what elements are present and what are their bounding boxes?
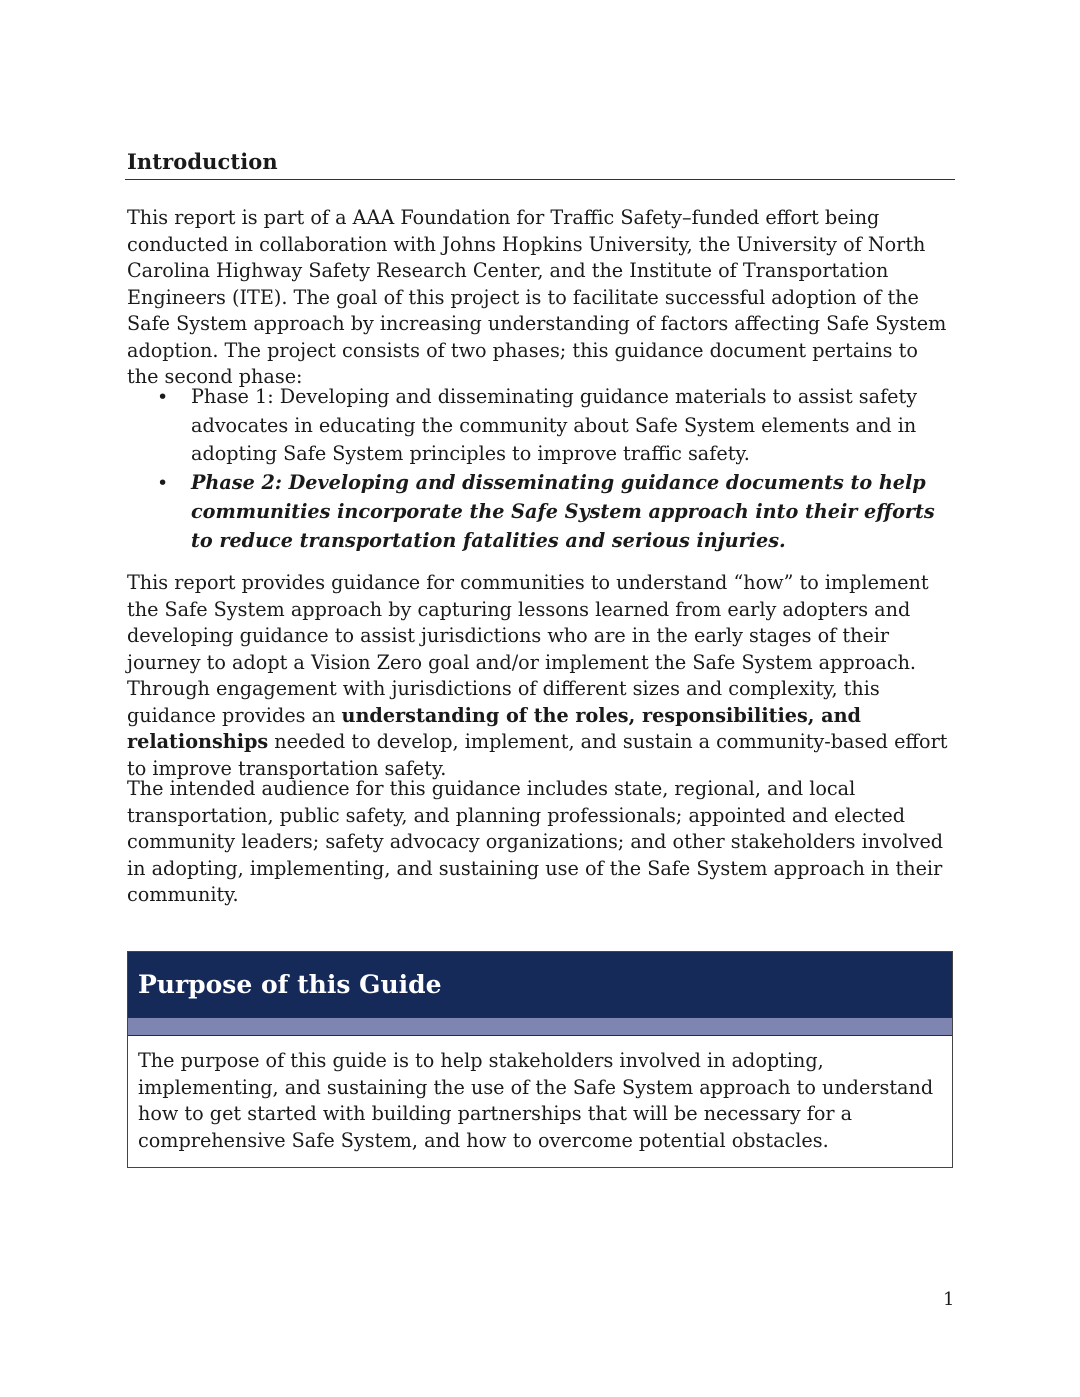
section-heading: Introduction (127, 149, 278, 174)
list-item (127, 469, 953, 555)
p2-end-text: needed to develop, implement, and sustain a community-based effort to improve transportation safety. (127, 730, 948, 780)
bullet-icon: • (157, 386, 169, 408)
page-number: 1 (943, 1289, 955, 1310)
list-item (127, 383, 953, 469)
intro-paragraph-3: The intended audience for this guidance includes state, regional, and local transportation, public safety, and planning professionals; appointed and elected community leaders; safety advocacy organizations; and other stakeholders involved in adopting, implementing, and sustaining use of the Safe System approach in their community. (127, 777, 944, 906)
purpose-box-band (128, 1017, 952, 1036)
intro-paragraph-1: This report is part of a AAA Foundation for Traffic Safety–funded effort being conducted in collaboration with Johns Hopkins University, the University of North Carolina Highway Safety Research Center, and the Institute of Transportation Engineers (ITE). The goal of this project is to facilitate successful adoption of the Safe System approach by increasing understanding of factors affecting Safe System adoption. The project consists of two phases; this guidance document pertains to the second phase: (127, 206, 947, 388)
phase-1-text: Phase 1: Developing and disseminating guidance materials to assist safety advocates in educating the community about Safe System elements and in adopting Safe System principles to improve traffic safety. (191, 385, 918, 466)
phase-list (127, 383, 953, 555)
phase-2-text: Phase 2: Developing and disseminating guidance documents to help communities incorporate the Safe System approach into their efforts to reduce transportation fatalities and serious injuries. (191, 471, 935, 552)
intro-paragraph-2 (127, 570, 953, 782)
purpose-box-title: Purpose of this Guide (128, 952, 952, 1017)
p2-start-text: This report provides guidance for communities to understand “how” to implement the Safe System approach by capturing lessons learned from early adopters and developing guidance to assist jurisdictions who are in the early stages of their journey to adopt a Vision Zero goal and/or implement the Safe System approach. Through engagement with jurisdictions of different sizes and complexity, this guidance provides an (127, 571, 929, 727)
p2-bold-text: understanding of the roles, responsibilities, and relationships (127, 703, 861, 753)
bullet-icon: • (157, 472, 169, 495)
purpose-callout-box (127, 951, 953, 1168)
purpose-box-body: The purpose of this guide is to help stakeholders involved in adopting, implementing, and sustaining the use of the Safe System approach to understand how to get started with building partnerships that will be necessary for a comprehensive Safe System, and how to overcome potential obstacles. (138, 1049, 934, 1152)
heading-rule (125, 179, 955, 180)
